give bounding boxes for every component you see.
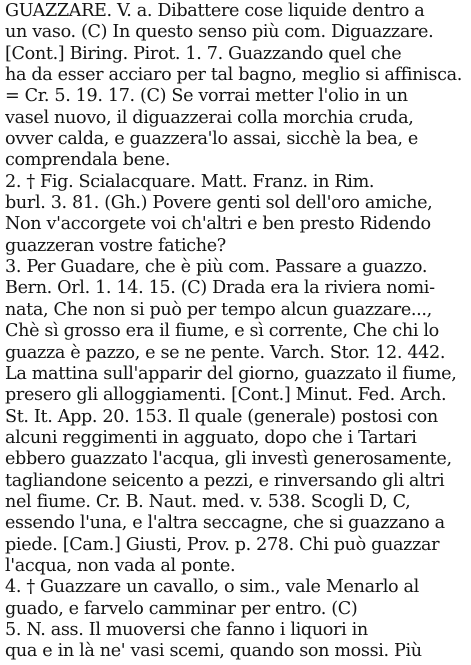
text-line: [Cont.] Biring. Pirot. 1. 7. Guazzando quel che (5, 43, 402, 64)
entry-guazzare (5, 1, 467, 663)
text-line: vasel nuovo, il diguazzerai colla morchia cruda, (5, 107, 414, 128)
text-line: nata, Che non si può per tempo alcun guazzare..., (5, 299, 432, 320)
text-line: St. It. App. 20. 153. Il quale (generale) postosi con (5, 406, 438, 427)
text-line: guazza è pazzo, e se ne pente. Varch. Stor. 12. 442. (5, 342, 446, 363)
text-line: qua e in là ne' vasi scemi, quando son mossi. Più (5, 641, 422, 662)
text-line: guazzeran vostre fatiche? (5, 235, 226, 256)
text-line: ovver calda, e guazzera'lo assai, sicchè la bea, e (5, 129, 418, 150)
text-line: Bern. Orl. 1. 14. 15. (C) Drada era la riviera nomi- (5, 278, 435, 299)
text-line: 3. Per Guadare, che è più com. Passare a guazzo. (5, 257, 428, 278)
text-line: 5. N. ass. Il muoversi che fanno i liquori in (5, 619, 368, 640)
text-line: 2. † Fig. Scialacquare. Matt. Franz. in Rim. (5, 171, 375, 192)
text-line: guado, e farvelo camminar per entro. (C) (5, 598, 358, 619)
text-line: alcuni reggimenti in agguato, dopo che i Tartari (5, 427, 417, 448)
text-line: 4. † Guazzare un cavallo, o sim., vale Menarlo al (5, 577, 419, 598)
text-line: presero gli alloggiamenti. [Cont.] Minut. Fed. Arch. (5, 385, 447, 406)
text-line: Chè sì grosso era il fiume, e sì corrente, Che chi lo (5, 321, 439, 342)
text-line: La mattina sull'apparir del giorno, guazzato il fiume, (5, 363, 457, 384)
text-line: l'acqua, non vada al ponte. (5, 555, 236, 576)
text-line: Non v'accorgete voi ch'altri e ben presto Ridendo (5, 214, 431, 235)
text-line: essendo l'una, e l'altra seccagne, che si guazzano a (5, 513, 445, 534)
text-line: ha da esser acciaro per tal bagno, meglio si affinisca. (5, 65, 462, 86)
text-line: comprendala bene. (5, 150, 171, 171)
text-line: piede. [Cam.] Giusti, Prov. p. 278. Chi può guazzar (5, 534, 440, 555)
text-line: tagliandone seicento a pezzi, e rinversando gli altri (5, 470, 445, 491)
text-line: ebbero guazzato l'acqua, gli investì generosamente, (5, 449, 452, 470)
text-line: burl. 3. 81. (Gh.) Povere genti sol dell'oro amiche, (5, 193, 433, 214)
text-line: = Cr. 5. 19. 17. (C) Se vorrai metter l'olio in un (5, 86, 408, 107)
text-line: nel fiume. Cr. B. Naut. med. v. 538. Scogli D, C, (5, 491, 411, 512)
text-line: un vaso. (C) In questo senso più com. Diguazzare. (5, 22, 434, 43)
text-line: GUAZZARE. V. a. Dibattere cose liquide dentro a (5, 1, 425, 21)
